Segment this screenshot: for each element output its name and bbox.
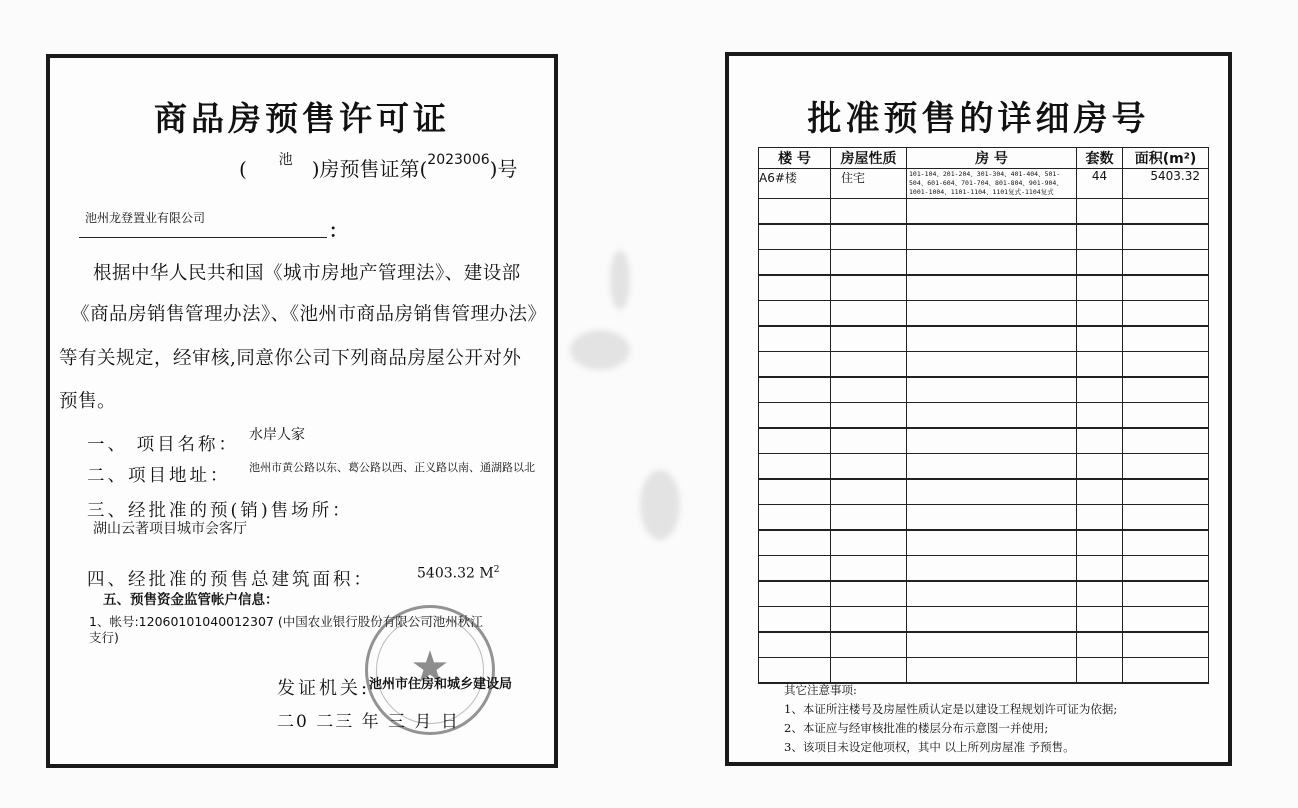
issue-date: 二0 二三 年 三 月 日 xyxy=(277,712,460,732)
empty-cell xyxy=(831,581,907,607)
company-name: 池州龙登置业有限公司 xyxy=(85,211,206,225)
table-row-empty xyxy=(759,632,1209,658)
empty-cell xyxy=(759,581,831,607)
table-row-empty xyxy=(759,581,1209,607)
empty-cell xyxy=(1077,428,1123,454)
table-row-empty xyxy=(759,326,1209,352)
empty-cell xyxy=(759,352,831,378)
empty-cell xyxy=(1077,581,1123,607)
table-row-empty xyxy=(759,530,1209,556)
empty-cell xyxy=(1077,326,1123,352)
empty-cell xyxy=(907,607,1077,633)
empty-cell xyxy=(831,199,907,225)
table-row-empty xyxy=(759,403,1209,429)
empty-cell xyxy=(1123,352,1209,378)
note-2: 2、本证应与经审核批准的楼层分布示意图一并使用; xyxy=(784,721,1049,735)
certificate-title: 商品房预售许可证 xyxy=(154,99,450,138)
empty-cell xyxy=(831,556,907,582)
empty-cell xyxy=(1123,479,1209,505)
cert-middle: )房预售证第( xyxy=(311,157,428,181)
empty-cell xyxy=(759,250,831,276)
empty-cell xyxy=(907,658,1077,684)
empty-cell xyxy=(759,326,831,352)
empty-cell xyxy=(1077,454,1123,480)
empty-cell xyxy=(907,505,1077,531)
header-area: 面积(m²) xyxy=(1123,148,1209,169)
account-line-1: 1、帐号:12060101040012307 (中国农业银行股份有限公司池州秋江 xyxy=(89,614,483,629)
empty-cell xyxy=(831,607,907,633)
empty-cell xyxy=(831,479,907,505)
empty-cell xyxy=(759,403,831,429)
project-name-label: 一、 项目名称： xyxy=(87,435,240,455)
empty-cell xyxy=(1077,352,1123,378)
table-row-empty xyxy=(759,479,1209,505)
empty-cell xyxy=(759,607,831,633)
empty-cell xyxy=(907,556,1077,582)
total-area-number: 5403.32 M xyxy=(417,565,494,582)
seal-star-icon: ★ xyxy=(410,642,450,693)
empty-cell xyxy=(831,454,907,480)
empty-cell xyxy=(907,250,1077,276)
empty-cell xyxy=(907,377,1077,403)
empty-cell xyxy=(759,658,831,684)
table-row-empty xyxy=(759,454,1209,480)
empty-cell xyxy=(759,199,831,225)
table-row-empty xyxy=(759,275,1209,301)
header-nature: 房屋性质 xyxy=(831,148,907,169)
empty-cell xyxy=(759,377,831,403)
paragraph-line-3: 等有关规定，经审核,同意你公司下列商品房屋公开对外 xyxy=(59,348,522,369)
cell-nature: 住宅 xyxy=(831,169,907,199)
empty-cell xyxy=(1077,224,1123,250)
cert-close: )号 xyxy=(489,157,518,181)
empty-cell xyxy=(831,301,907,327)
table-row-empty xyxy=(759,352,1209,378)
total-area-unit-sup: 2 xyxy=(493,565,500,575)
sales-place-label: 三、经批准的预(销)售场所： xyxy=(87,501,353,521)
paragraph-line-4: 预售。 xyxy=(59,391,117,412)
empty-cell xyxy=(759,530,831,556)
notes-section xyxy=(784,681,1117,757)
empty-cell xyxy=(1077,658,1123,684)
empty-cell xyxy=(831,250,907,276)
empty-cell xyxy=(1123,301,1209,327)
table-row-empty xyxy=(759,658,1209,684)
sales-place-value: 湖山云著项目城市会客厅 xyxy=(93,521,247,537)
issuer-label: 发证机关: xyxy=(277,678,371,699)
empty-cell xyxy=(1123,658,1209,684)
empty-cell xyxy=(1123,250,1209,276)
empty-cell xyxy=(907,428,1077,454)
empty-cell xyxy=(831,377,907,403)
empty-cell xyxy=(831,326,907,352)
cert-number: 2023006 xyxy=(427,152,490,168)
empty-cell xyxy=(907,352,1077,378)
cell-area: 5403.32 xyxy=(1123,169,1209,199)
empty-cell xyxy=(1077,301,1123,327)
approved-room-list xyxy=(725,52,1232,766)
scan-smudge xyxy=(640,470,680,540)
scan-smudge xyxy=(610,250,630,310)
company-colon: ： xyxy=(329,221,347,242)
empty-cell xyxy=(1077,479,1123,505)
account-line-2: 支行) xyxy=(89,630,119,645)
empty-cell xyxy=(1077,199,1123,225)
header-units: 套数 xyxy=(1077,148,1123,169)
empty-cell xyxy=(1077,377,1123,403)
empty-cell xyxy=(1123,454,1209,480)
empty-cell xyxy=(1123,428,1209,454)
empty-cell xyxy=(831,530,907,556)
empty-cell xyxy=(759,428,831,454)
empty-cell xyxy=(759,224,831,250)
empty-cell xyxy=(831,428,907,454)
empty-cell xyxy=(1123,505,1209,531)
empty-cell xyxy=(907,199,1077,225)
table-row-empty xyxy=(759,301,1209,327)
empty-cell xyxy=(831,352,907,378)
certificate-number-line xyxy=(239,153,517,182)
empty-cell xyxy=(1077,530,1123,556)
empty-cell xyxy=(1123,199,1209,225)
header-rooms: 房 号 xyxy=(907,148,1077,169)
table-row-empty xyxy=(759,224,1209,250)
room-table xyxy=(758,147,1209,684)
empty-cell xyxy=(759,479,831,505)
note-1: 1、本证所注楼号及房屋性质认定是以建设工程规划许可证为依据; xyxy=(784,702,1118,716)
empty-cell xyxy=(831,658,907,684)
table-row-empty xyxy=(759,556,1209,582)
empty-cell xyxy=(831,632,907,658)
empty-cell xyxy=(759,275,831,301)
empty-cell xyxy=(759,505,831,531)
empty-cell xyxy=(1123,403,1209,429)
empty-cell xyxy=(1077,607,1123,633)
empty-cell xyxy=(907,224,1077,250)
table-row-empty xyxy=(759,199,1209,225)
table-row-empty xyxy=(759,607,1209,633)
cert-city: 池 xyxy=(278,152,293,168)
empty-cell xyxy=(759,454,831,480)
company-underline xyxy=(79,237,327,238)
table-row-empty xyxy=(759,250,1209,276)
scan-smudge xyxy=(570,330,630,370)
project-name-value: 水岸人家 xyxy=(249,427,305,443)
empty-cell xyxy=(1123,530,1209,556)
total-area-label: 四、经批准的预售总建筑面积： xyxy=(87,570,374,590)
empty-cell xyxy=(759,556,831,582)
empty-cell xyxy=(831,224,907,250)
empty-cell xyxy=(907,326,1077,352)
empty-cell xyxy=(1123,581,1209,607)
empty-cell xyxy=(1123,607,1209,633)
cell-units: 44 xyxy=(1077,169,1123,199)
presale-permit-certificate xyxy=(46,54,558,768)
supervision-account-label: 五、预售资金监管帐户信息： xyxy=(103,592,279,608)
empty-cell xyxy=(1123,224,1209,250)
empty-cell xyxy=(831,505,907,531)
empty-cell xyxy=(831,403,907,429)
empty-cell xyxy=(907,454,1077,480)
empty-cell xyxy=(907,275,1077,301)
table-row xyxy=(759,169,1209,199)
empty-cell xyxy=(1123,556,1209,582)
header-building: 楼 号 xyxy=(759,148,831,169)
empty-cell xyxy=(907,301,1077,327)
paragraph-line-1: 根据中华人民共和国《城市房地产管理法》、建设部 xyxy=(93,263,521,284)
table-row-empty xyxy=(759,505,1209,531)
project-address-label: 二、项目地址： xyxy=(87,466,231,486)
table-row-empty xyxy=(759,428,1209,454)
empty-cell xyxy=(1077,556,1123,582)
cell-building: A6#楼 xyxy=(759,169,831,199)
cert-open-paren: ( xyxy=(239,157,247,181)
empty-cell xyxy=(907,530,1077,556)
empty-cell xyxy=(907,479,1077,505)
notes-title: 其它注意事项: xyxy=(784,683,857,697)
empty-cell xyxy=(1077,250,1123,276)
empty-cell xyxy=(1123,275,1209,301)
empty-cell xyxy=(831,275,907,301)
empty-cell xyxy=(1077,403,1123,429)
empty-cell xyxy=(759,632,831,658)
issuer-name: 池州市住房和城乡建设局 xyxy=(369,677,513,692)
empty-cell xyxy=(907,581,1077,607)
empty-cell xyxy=(1077,632,1123,658)
empty-cell xyxy=(1123,377,1209,403)
room-table-header xyxy=(759,148,1209,169)
note-3: 3、该项目未设定他项权，其中 以上所列房屋准 予预售。 xyxy=(784,740,1075,754)
empty-cell xyxy=(1077,275,1123,301)
room-list-title: 批准预售的详细房号 xyxy=(807,99,1150,139)
table-row-empty xyxy=(759,377,1209,403)
empty-cell xyxy=(1123,326,1209,352)
empty-cell xyxy=(1123,632,1209,658)
total-area-value xyxy=(417,565,499,582)
project-address-value: 池州市黄公路以东、葛公路以西、正义路以南、通湖路以北 xyxy=(249,461,535,474)
empty-cell xyxy=(759,301,831,327)
empty-cell xyxy=(907,632,1077,658)
cell-rooms: 101-104、201-204、301-304、401-404、501-504、601-604、701-704、801-804、901-904、1001-1004、1101-1104、1101复式-1104复式 xyxy=(907,169,1077,199)
empty-cell xyxy=(1077,505,1123,531)
empty-cell xyxy=(907,403,1077,429)
paragraph-line-2: 《商品房销售管理办法》、《池州市商品房销售管理办法》 xyxy=(71,304,547,325)
